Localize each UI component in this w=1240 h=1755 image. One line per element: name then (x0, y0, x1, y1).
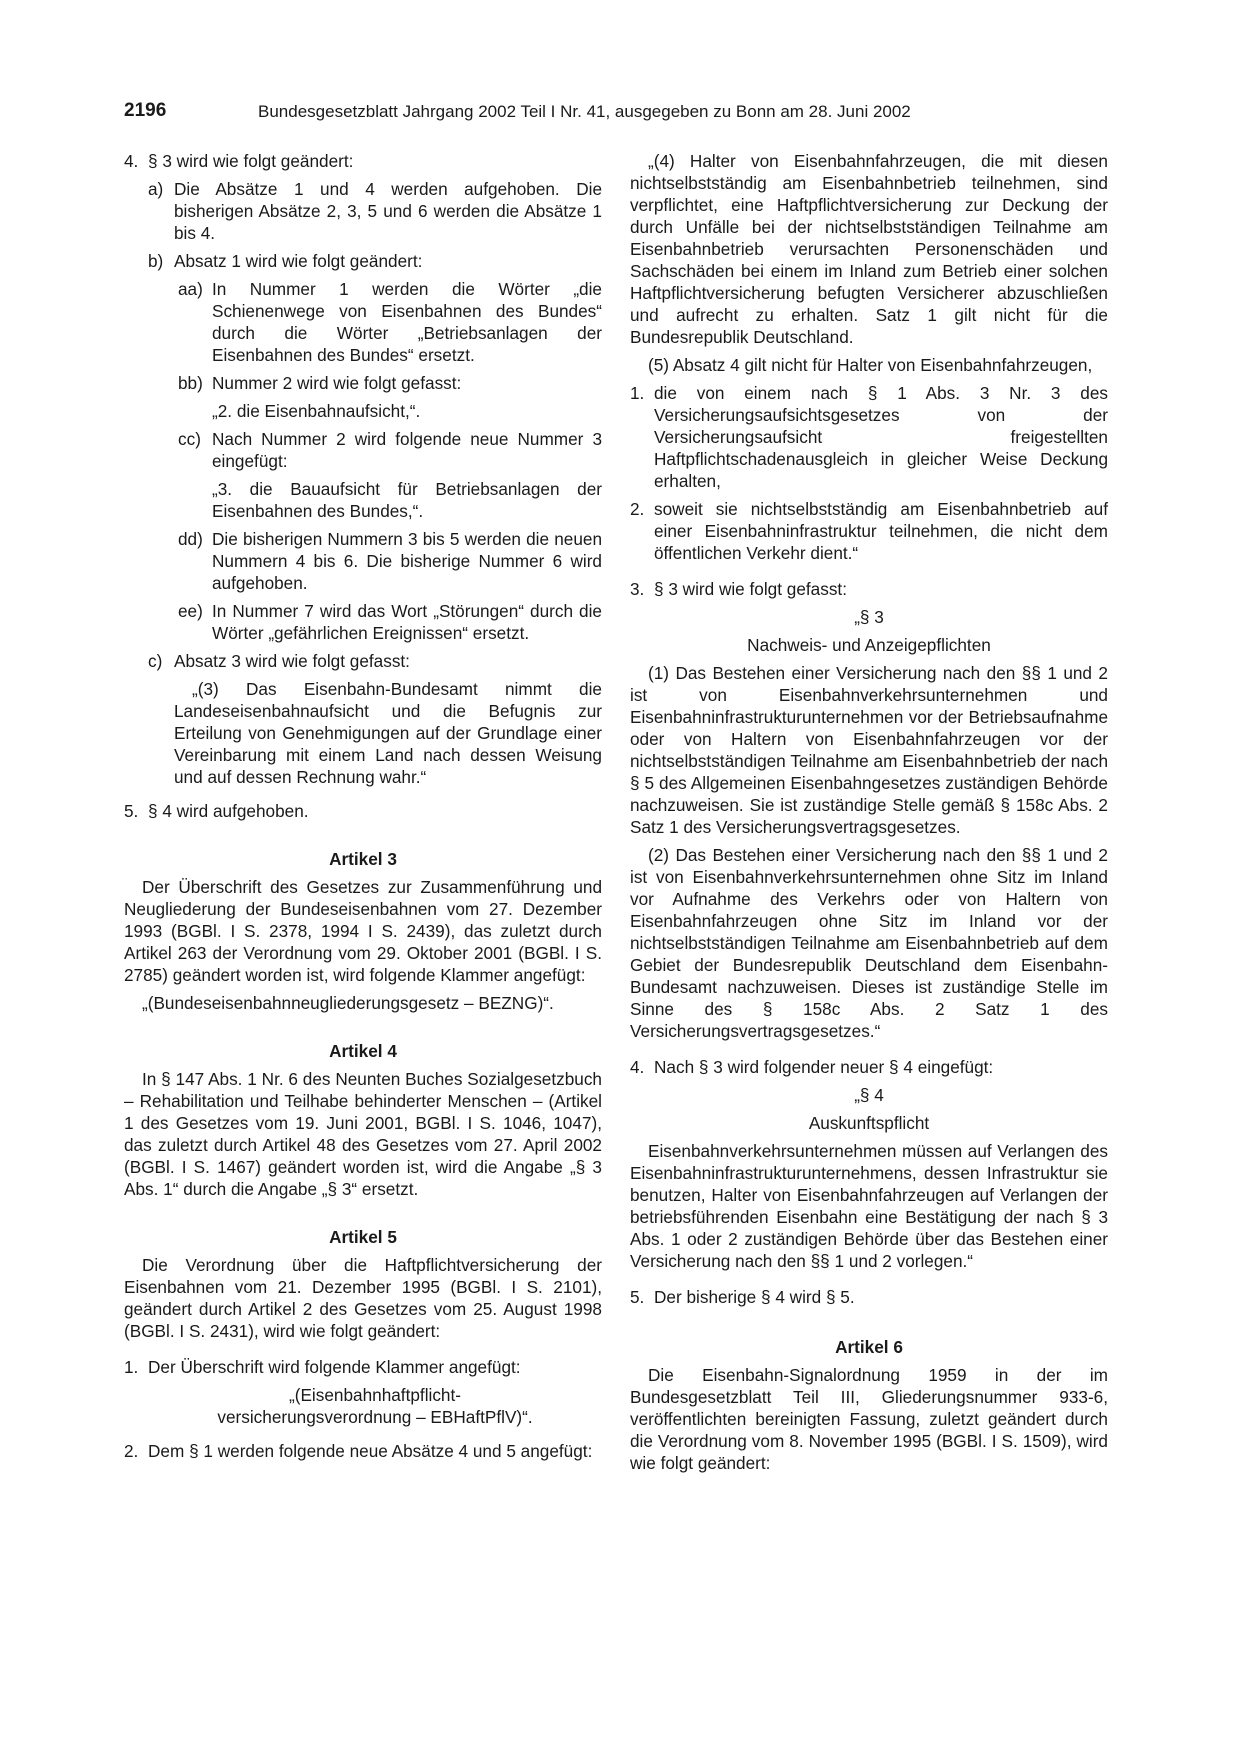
page-header (124, 100, 1124, 126)
article-6-heading: Artikel 6 (835, 1337, 903, 1357)
item-text: Dem § 1 werden folgende neue Absätze 4 und 5 angefügt: (148, 1441, 593, 1461)
article-5-text: Die Verordnung über die Haftpflichtversicherung der Eisenbahnen vom 21. Dezember 1995 (BGBl. I S. 2101), geändert durch Artikel 2 des Gesetzes vom 25. August 1998 (BGBl. I S. 2431), wird wie folgt geändert: (124, 1255, 602, 1341)
list-item (178, 428, 602, 472)
quote-text: „3. die Bauaufsicht für Betriebsanlagen der Eisenbahnen des Bundes,“. (212, 479, 602, 521)
right-column (630, 150, 1108, 1474)
item-number: 5. (630, 1287, 645, 1307)
list-item (124, 1356, 602, 1378)
list-item (148, 178, 602, 244)
section-title: „§ 3 (854, 607, 884, 627)
list-item (124, 1440, 602, 1462)
article-4-text: In § 147 Abs. 1 Nr. 6 des Neunten Buches Sozialgesetzbuch – Rehabilitation und Teilhabe behinderter Menschen – (Artikel 1 des Gesetzes vom 19. Juni 2001, BGBl. I S. 1046, 1047), das zuletzt durch Artikel 48 des Gesetzes vom 27. April 2002 (BGBl. I S. 1467) geändert worden ist, wird die Angabe „§ 3 Abs. 1“ durch die Angabe „§ 3“ ersetzt. (124, 1069, 602, 1199)
item-number: 1. (124, 1357, 139, 1377)
item-number: 2. (124, 1441, 139, 1461)
list-item (148, 250, 602, 272)
item-letter: b) (148, 251, 164, 271)
article-3-text: Der Überschrift des Gesetzes zur Zusammenführung und Neugliederung der Bundeseisenbahnen vom 27. Dezember 1993 (BGBl. I S. 2378, 1994 I S. 2439), das zuletzt durch Artikel 263 der Verordnung vom 29. Oktober 2001 (BGBl. I S. 2785) geändert worden ist, wird folgende Klammer angefügt: (124, 877, 602, 985)
item-text: Der bisherige § 4 wird § 5. (654, 1287, 855, 1307)
item-text: § 3 wird wie folgt gefasst: (654, 579, 847, 599)
item-letter: bb) (178, 373, 203, 393)
list-item (124, 800, 602, 822)
paragraph-5: (5) Absatz 4 gilt nicht für Halter von Eisenbahnfahrzeugen, (648, 355, 1093, 375)
list-item (148, 650, 602, 672)
item-number: 5. (124, 801, 139, 821)
item-number: 3. (630, 579, 645, 599)
item-letter: c) (148, 651, 163, 671)
item-letter: cc) (178, 429, 201, 449)
paragraph-4: „(4) Halter von Eisenbahnfahrzeugen, die mit diesen nichtselbstständig am Eisenbahnbetrieb teilnehmen, sind verpflichtet, eine Haftpflichtversicherung zur Deckung der durch Unfälle bei der nichtselbstständigen Teilnahme am Eisenbahnbetrieb verursachten Personenschäden und Sachschäden bei einem im Inland zum Betrieb einer solchen Haftpflichtversicherung befugten Versicherer abzuschließen und aufrecht zu erhalten. Satz 1 gilt nicht für die Bundesrepublik Deutschland. (630, 151, 1108, 347)
item-text: Absatz 1 wird wie folgt geändert: (174, 251, 423, 271)
list-item (124, 150, 602, 172)
section-subtitle: Nachweis- und Anzeigepflichten (747, 635, 991, 655)
quote-line: versicherungsverordnung – EBHaftPflV)“. (217, 1407, 533, 1427)
item-text: Die Absätze 1 und 4 werden aufgehoben. Die bisherigen Absätze 2, 3, 5 und 6 werden die Absätze 1 bis 4. (174, 179, 602, 243)
item-text: Absatz 3 wird wie folgt gefasst: (174, 651, 410, 671)
item-text: Der Überschrift wird folgende Klammer angefügt: (148, 1357, 521, 1377)
section-subtitle: Auskunftspflicht (808, 1113, 930, 1133)
page-number: 2196 (124, 100, 167, 121)
item-text: Nummer 2 wird wie folgt gefasst: (212, 373, 462, 393)
item-number: 1. (630, 383, 645, 403)
item-number: 4. (124, 151, 139, 171)
list-item (630, 1056, 1108, 1078)
section-3-paragraph-2: (2) Das Bestehen einer Versicherung nach den §§ 1 und 2 ist von Eisenbahnverkehrsunternehmen ohne Sitz im Inland vor Aufnahme des Verkehrs oder von Haltern von Eisenbahnfahrzeugen ohne Sitz im Inland vor der nichtselbstständigen Teilnahme am Eisenbahnbetrieb auf dem Gebiet der Bundesrepublik Deutschland dem Eisenbahn-Bundesamt nachzuweisen. Dieses ist zuständige Stelle im Sinne des § 158c Abs. 2 Satz 1 des Versicherungsvertragsgesetzes.“ (630, 845, 1108, 1041)
item-letter: ee) (178, 601, 203, 621)
item-letter: aa) (178, 279, 203, 299)
list-item (178, 278, 602, 366)
quote-line: „(Eisenbahnhaftpflicht- (289, 1385, 461, 1405)
list-item (630, 1286, 1108, 1308)
item-text: § 3 wird wie folgt geändert: (148, 151, 354, 171)
list-item (178, 372, 602, 394)
item-text: soweit sie nichtselbstständig am Eisenbahnbetrieb auf einer Eisenbahninfrastruktur teilnehmen, die nicht dem öffentlichen Verkehr dient.“ (654, 499, 1108, 563)
item-text: § 4 wird aufgehoben. (148, 801, 309, 821)
item-number: 4. (630, 1057, 645, 1077)
article-4-heading: Artikel 4 (329, 1041, 397, 1061)
article-3-quote: „(Bundeseisenbahnneugliederungsgesetz – BEZNG)“. (142, 993, 554, 1013)
item-number: 2. (630, 499, 645, 519)
running-head: Bundesgesetzblatt Jahrgang 2002 Teil I Nr. 41, ausgegeben zu Bonn am 28. Juni 2002 (258, 102, 911, 121)
article-6-text: Die Eisenbahn-Signalordnung 1959 in der im Bundesgesetzblatt Teil III, Gliederungsnummer 933-6, veröffentlichten bereinigten Fassung, zuletzt geändert durch die Verordnung vom 8. November 1995 (BGBl. I S. 1509), wird wie folgt geändert: (630, 1365, 1108, 1473)
item-text: Die bisherigen Nummern 3 bis 5 werden die neuen Nummern 4 bis 6. Die bisherige Nummer 6 wird aufgehoben. (212, 529, 602, 593)
quote-text: „(3) Das Eisenbahn-Bundesamt nimmt die Landeseisenbahnaufsicht und die Befugnis zur Erteilung von Genehmigungen auf der Grundlage einer Vereinbarung mit einem Land nach dessen Weisung und auf dessen Rechnung wahr.“ (174, 679, 602, 787)
list-item (630, 498, 1108, 564)
item-text: Nach Nummer 2 wird folgende neue Nummer 3 eingefügt: (212, 429, 602, 471)
section-title: „§ 4 (854, 1085, 884, 1105)
left-column (124, 150, 602, 1462)
list-item (178, 528, 602, 594)
item-letter: a) (148, 179, 164, 199)
item-text: die von einem nach § 1 Abs. 3 Nr. 3 des Versicherungsaufsichtsgesetzes von der Versicherungsaufsicht freigestellten Haftpflichtschadenausgleich in gleicher Weise Deckung erhalten, (654, 383, 1108, 491)
section-3-paragraph-1: (1) Das Bestehen einer Versicherung nach den §§ 1 und 2 ist von Eisenbahnverkehrsunternehmen und Eisenbahninfrastrukturunternehmen vor der Betriebsaufnahme oder von Haltern von Eisenbahnfahrzeugen vor der nichtselbstständigen Teilnahme am Eisenbahnbetrieb der nach § 5 des Allgemeinen Eisenbahngesetzes zuständigen Behörde nachzuweisen. Sie ist zuständige Stelle gemäß § 158c Abs. 2 Satz 1 des Versicherungsvertragsgesetzes. (630, 663, 1108, 837)
article-3-heading: Artikel 3 (329, 849, 397, 869)
item-text: In Nummer 1 werden die Wörter „die Schienenwege von Eisenbahnen des Bundes“ durch die Wörter „Betriebsanlagen der Eisenbahnen des Bundes“ ersetzt. (212, 279, 602, 365)
section-4-paragraph: Eisenbahnverkehrsunternehmen müssen auf Verlangen des Eisenbahninfrastrukturunternehmens, dessen Infrastruktur sie benutzen, Halter von Eisenbahnfahrzeugen auf Verlangen der betriebsführenden Eisenbahn eine Bestätigung der nach § 3 Abs. 1 oder 2 zuständigen Behörde über das Bestehen einer Versicherung nach den §§ 1 und 2 vorlegen.“ (630, 1141, 1108, 1271)
item-letter: dd) (178, 529, 203, 549)
item-text: In Nummer 7 wird das Wort „Störungen“ durch die Wörter „gefährlichen Ereignissen“ ersetzt. (212, 601, 602, 643)
list-item (178, 600, 602, 644)
list-item (630, 578, 1108, 600)
item-text: Nach § 3 wird folgender neuer § 4 eingefügt: (654, 1057, 994, 1077)
list-item (630, 382, 1108, 492)
quote-text: „2. die Eisenbahnaufsicht,“. (212, 401, 421, 421)
article-5-heading: Artikel 5 (329, 1227, 397, 1247)
